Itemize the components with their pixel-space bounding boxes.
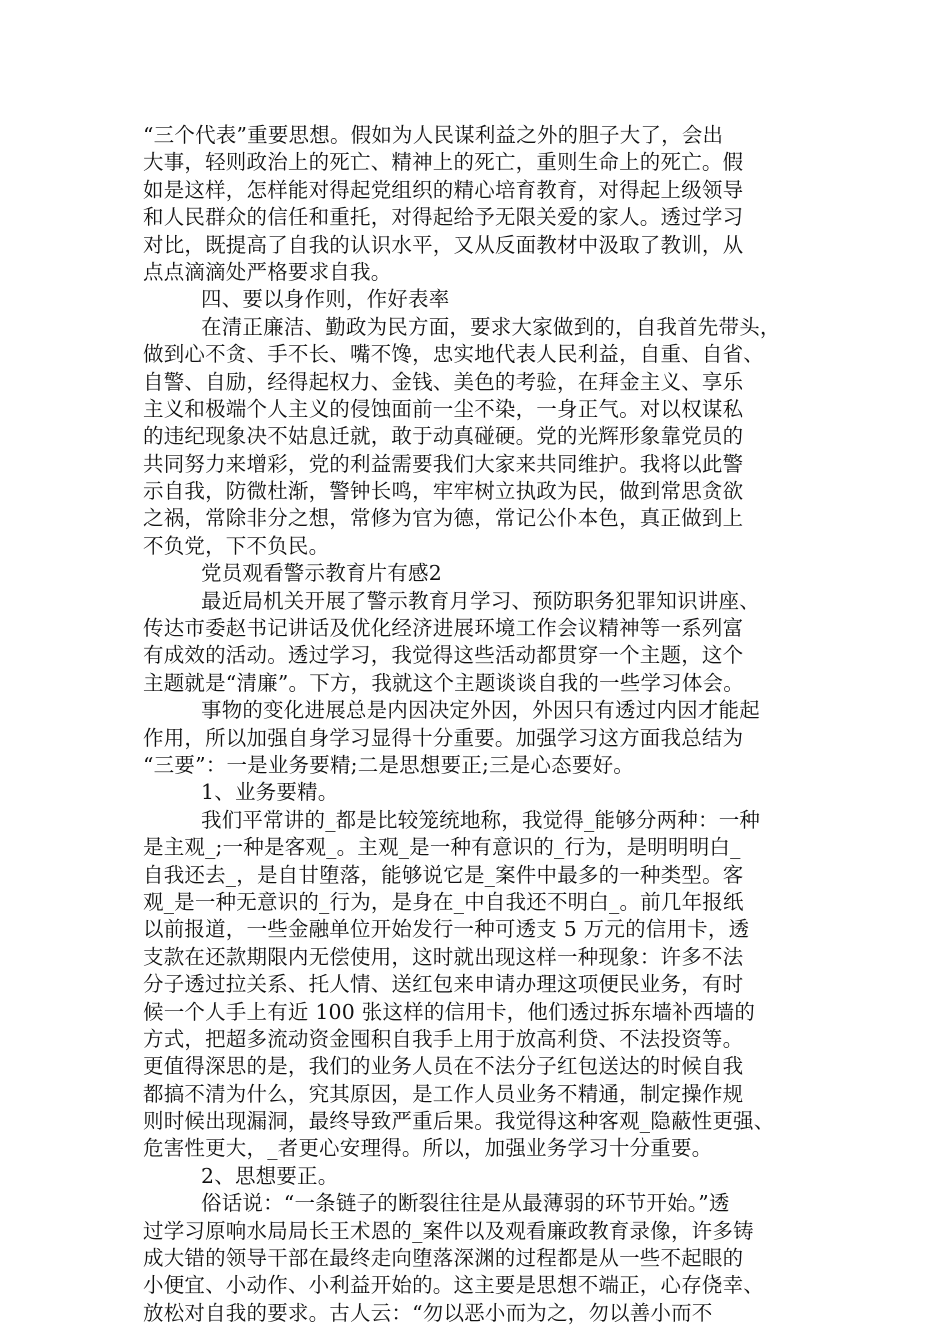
text-line: 示自我，防微杜渐，警钟长鸣，牢牢树立执政为民，做到常思贪欲: [143, 479, 744, 504]
text-line: 过学习原响水局局长王术恩的_案件以及观看廉政教育录像，许多铸: [143, 1218, 754, 1243]
text-line: 1、业务要精。: [201, 780, 339, 805]
text-line: 之祸，常除非分之想，常修为官为德，常记公仆本色，真正做到上: [143, 506, 744, 531]
text-line: 最近局机关开展了警示教育月学习、预防职务犯罪知识讲座、: [201, 588, 760, 613]
text-line: 共同努力来增彩，党的利益需要我们大家来共同维护。我将以此警: [143, 451, 744, 476]
text-line: 对比，既提高了自我的认识水平，又从反面教材中汲取了教训，从: [143, 232, 744, 257]
text-line: 放松对自我的要求。古人云：“勿以恶小而为之，勿以善小而不: [143, 1300, 713, 1325]
text-line: 做到心不贪、手不长、嘴不馋，忠实地代表人民利益，自重、自省、: [143, 342, 764, 367]
text-line: 在清正廉洁、勤政为民方面，要求大家做到的，自我首先带头，: [201, 314, 781, 339]
text-line: 候一个人手上有近 100 张这样的信用卡，他们透过拆东墙补西墙的: [143, 999, 756, 1024]
text-line: 危害性更大，_者更心安理得。所以，加强业务学习十分重要。: [143, 1136, 713, 1161]
text-line: 更值得深思的是，我们的业务人员在不法分子红包送达的时候自我: [143, 1054, 744, 1079]
text-line: 点点滴滴处严格要求自我。: [143, 259, 392, 284]
text-line: 自警、自励，经得起权力、金钱、美色的考验，在拜金主义、享乐: [143, 369, 744, 394]
text-line: 的违纪现象决不姑息迁就，敢于动真碰硬。党的光辉形象靠党员的: [143, 424, 744, 449]
text-line: 是主观_;一种是客观_。主观_是一种有意识的_行为，是明明明白_: [143, 835, 741, 860]
text-line: 作用，所以加强自身学习显得十分重要。加强学习这方面我总结为: [143, 725, 744, 750]
text-line: 传达市委赵书记讲话及优化经济进展环境工作会议精神等一系列富: [143, 616, 744, 641]
text-line: 小便宜、小动作、小利益开始的。这主要是思想不端正，心存侥幸、: [143, 1273, 764, 1298]
text-line: 如是这样，怎样能对得起党组织的精心培育教育，对得起上级领导: [143, 177, 744, 202]
text-line: 自我还去_，是自甘堕落，能够说它是_案件中最多的一种类型。客: [143, 862, 744, 887]
text-line: 2、思想要正。: [201, 1163, 339, 1188]
text-line: 都搞不清为什么，究其原因，是工作人员业务不精通，制定操作规: [143, 1081, 744, 1106]
text-line: 成大错的领导干部在最终走向堕落深渊的过程都是从一些不起眼的: [143, 1246, 744, 1271]
text-line: 和人民群众的信任和重托，对得起给予无限关爱的家人。透过学习: [143, 205, 744, 230]
text-line: 主题就是“清廉”。下方，我就这个主题谈谈自我的一些学习体会。: [143, 670, 744, 695]
text-line: 四、要以身作则，作好表率: [201, 287, 450, 312]
text-line: 事物的变化进展总是内因决定外因，外因只有透过内因才能起: [201, 698, 760, 723]
text-line: 分子透过拉关系、托人情、送红包来申请办理这项便民业务，有时: [143, 972, 744, 997]
text-line: 则时候出现漏洞，最终导致严重后果。我觉得这种客观_隐蔽性更强、: [143, 1109, 775, 1134]
text-line: 俗话说：“一条链子的断裂往往是从最薄弱的环节开始。”透: [201, 1191, 730, 1216]
text-line: 主义和极端个人主义的侵蚀面前一尘不染，一身正气。对以权谋私: [143, 396, 744, 421]
text-line: 以前报道，一些金融单位开始发行一种可透支 5 万元的信用卡，透: [143, 917, 750, 942]
document-body: [143, 122, 829, 1327]
text-line: 不负党，下不负民。: [143, 533, 330, 558]
text-line: 大事，轻则政治上的死亡、精神上的死亡，重则生命上的死亡。假: [143, 150, 744, 175]
text-line: 党员观看警示教育片有感2: [201, 561, 442, 586]
text-line: 我们平常讲的_都是比较笼统地称，我觉得_能够分两种：一种: [201, 807, 761, 832]
text-line: 观_是一种无意识的_行为，是身在_中自我还不明白_。前几年报纸: [143, 889, 744, 914]
text-line: “三个代表”重要思想。假如为人民谋利益之外的胆子大了，会出: [143, 123, 724, 147]
text-line: 方式，把超多流动资金囤积自我手上用于放高利贷、不法投资等。: [143, 1026, 744, 1051]
text-line: “三要”：一是业务要精;二是思想要正;三是心态要好。: [143, 752, 634, 777]
text-line: 有成效的活动。透过学习，我觉得这些活动都贯穿一个主题，这个: [143, 643, 744, 668]
text-line: 支款在还款期限内无偿使用，这时就出现这样一种现象：许多不法: [143, 944, 744, 969]
